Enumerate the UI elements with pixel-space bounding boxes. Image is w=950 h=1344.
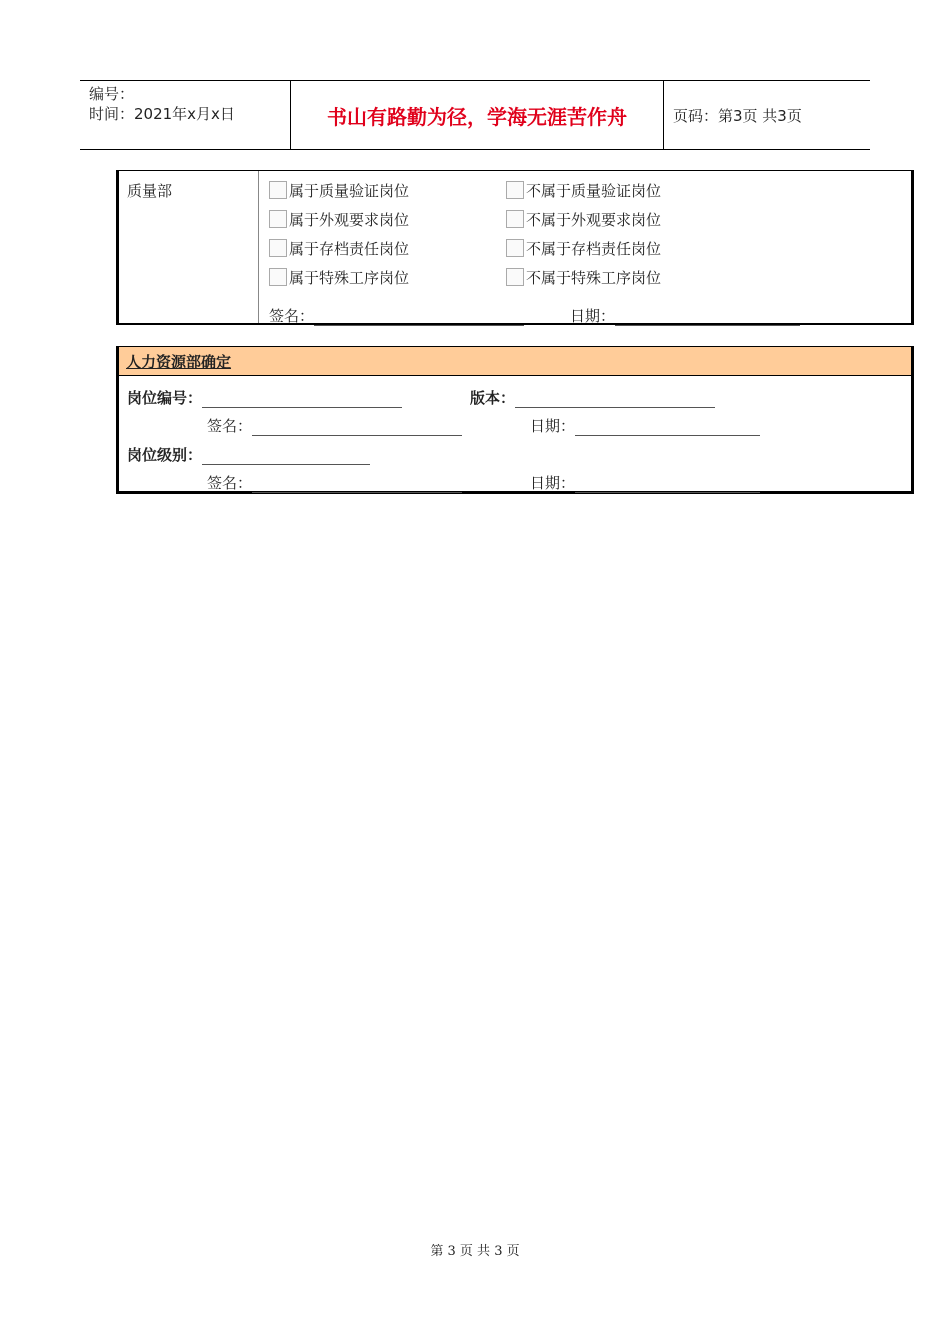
number-label: 编号： (89, 85, 135, 103)
department-name: 质量部 (119, 171, 259, 323)
header-info-cell (80, 81, 291, 149)
checkbox[interactable] (506, 181, 524, 199)
option-label: 不属于存档责任岗位 (526, 239, 662, 258)
option-label: 不属于特殊工序岗位 (526, 268, 662, 287)
quality-date-row (570, 305, 800, 326)
checkbox[interactable] (506, 268, 524, 286)
option-label: 属于存档责任岗位 (289, 239, 410, 258)
option-label: 不属于质量验证岗位 (526, 181, 662, 200)
document-header (80, 80, 870, 150)
version-field[interactable] (515, 393, 715, 408)
hr-signature-row-1 (207, 415, 462, 436)
signature-field[interactable] (252, 421, 462, 436)
post-number-label: 岗位编号： (127, 389, 203, 407)
hr-confirmation-section (116, 346, 914, 494)
checkbox[interactable] (269, 268, 287, 286)
checkbox[interactable] (269, 181, 287, 199)
motto: 书山有路勤为径，学海无涯苦作舟 (291, 81, 664, 149)
quality-department-section (116, 170, 914, 325)
sign-label: 签名： (207, 417, 253, 435)
option-not-quality-verification[interactable] (506, 179, 661, 201)
date-label: 日期： (570, 307, 616, 325)
post-level-label: 岗位级别： (127, 446, 203, 464)
page-indicator: 页码：第3页 共3页 (673, 106, 802, 125)
option-not-special-process[interactable] (506, 266, 661, 288)
option-label: 不属于外观要求岗位 (526, 210, 662, 229)
page-footer: 第 3 页 共 3 页 (430, 1244, 520, 1259)
checkbox[interactable] (506, 239, 524, 257)
date-field[interactable] (575, 421, 760, 436)
date-field[interactable] (615, 311, 800, 326)
option-special-process[interactable] (269, 266, 409, 288)
version-label: 版本： (470, 389, 516, 407)
option-not-appearance-requirement[interactable] (506, 208, 661, 230)
option-label: 属于特殊工序岗位 (289, 268, 410, 287)
signature-field[interactable] (314, 311, 524, 326)
post-number-row (127, 387, 402, 408)
date-label: 日期： (530, 417, 576, 435)
option-label: 属于质量验证岗位 (289, 181, 410, 200)
checkbox[interactable] (269, 210, 287, 228)
hr-date-row-2 (530, 472, 760, 493)
option-appearance-requirement[interactable] (269, 208, 409, 230)
time-label: 时间：2021年x月x日 (89, 105, 235, 123)
date-label: 日期： (530, 474, 576, 492)
sign-label: 签名： (207, 474, 253, 492)
hr-signature-row-2 (207, 472, 462, 493)
option-quality-verification[interactable] (269, 179, 409, 201)
hr-date-row-1 (530, 415, 760, 436)
option-archive-responsibility[interactable] (269, 237, 409, 259)
quality-signature-row (269, 305, 524, 326)
option-not-archive-responsibility[interactable] (506, 237, 661, 259)
post-level-field[interactable] (202, 450, 370, 465)
post-level-row (127, 444, 370, 465)
signature-field[interactable] (252, 478, 462, 493)
checkbox[interactable] (269, 239, 287, 257)
section-title: 人力资源部确定 (119, 347, 911, 376)
date-field[interactable] (575, 478, 760, 493)
checkbox[interactable] (506, 210, 524, 228)
sign-label: 签名： (269, 307, 315, 325)
option-label: 属于外观要求岗位 (289, 210, 410, 229)
post-number-field[interactable] (202, 393, 402, 408)
version-row (470, 387, 715, 408)
